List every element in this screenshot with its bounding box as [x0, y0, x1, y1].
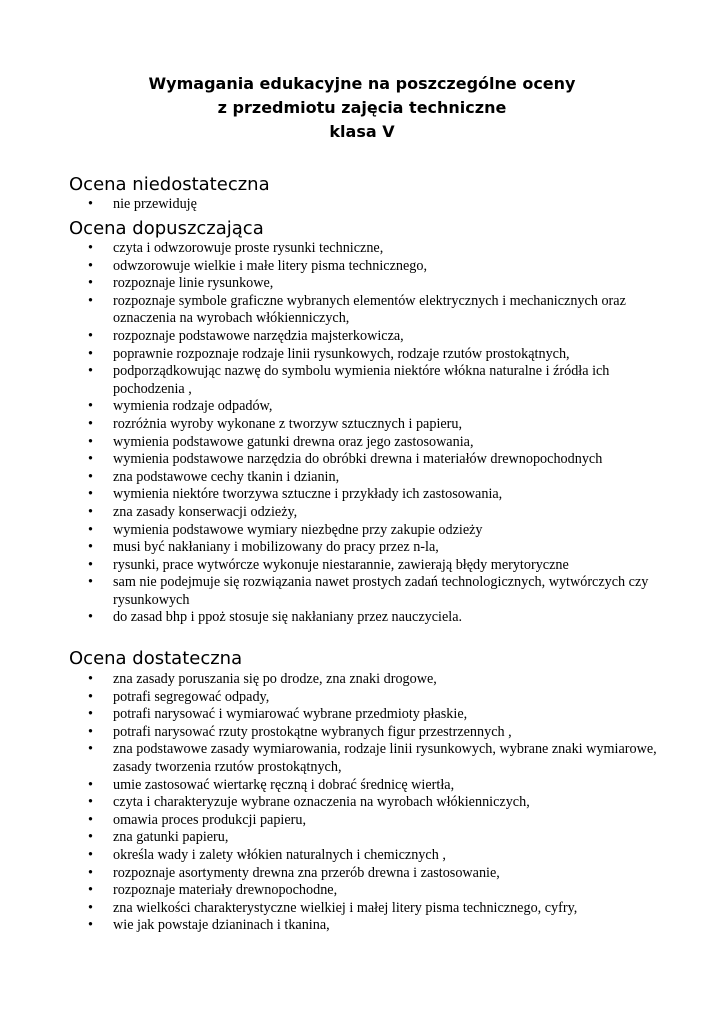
list-item: • czyta i charakteryzuje wybrane oznaczenia na wyrobach włókienniczych,	[85, 794, 665, 812]
list-item: • zna podstawowe zasady wymiarowania, rodzaje linii rysunkowych, wybrane znaki wymiarowe, zasady tworzenia rzutów prostokątnych,	[85, 741, 665, 776]
list-item: • wymienia rodzaje odpadów,	[85, 398, 665, 416]
list-item: • potrafi narysować rzuty prostokątne wybranych figur przestrzennych ,	[85, 724, 665, 742]
list-item: • nie przewiduję	[85, 196, 665, 214]
list-item: • wymienia podstawowe wymiary niezbędne przy zakupie odzieży	[85, 522, 665, 540]
list-dopuszczajaca	[85, 240, 665, 627]
section-heading-dopuszczajaca: Ocena dopuszczająca	[69, 218, 264, 239]
list-item: • podporządkowując nazwę do symbolu wymienia niektóre włókna naturalne i źródła ich pochodzenia ,	[85, 363, 665, 398]
list-item: • potrafi narysować i wymiarować wybrane przedmioty płaskie,	[85, 706, 665, 724]
document-title	[0, 72, 724, 144]
title-line-2: z przedmiotu zajęcia techniczne	[217, 98, 507, 117]
list-item: • wymienia podstawowe narzędzia do obróbki drewna i materiałów drewnopochodnych	[85, 451, 665, 469]
list-item: • zna zasady poruszania się po drodze, zna znaki drogowe,	[85, 671, 665, 689]
list-item: • zna zasady konserwacji odzieży,	[85, 504, 665, 522]
list-item: • poprawnie rozpoznaje rodzaje linii rysunkowych, rodzaje rzutów prostokątnych,	[85, 346, 665, 364]
title-line-3: klasa V	[329, 122, 395, 141]
list-item: • zna wielkości charakterystyczne wielkiej i małej litery pisma technicznego, cyfry,	[85, 900, 665, 918]
list-item: • potrafi segregować odpady,	[85, 689, 665, 707]
title-line-1: Wymagania edukacyjne na poszczególne oceny	[148, 74, 576, 93]
list-item: • do zasad bhp i ppoż stosuje się nakłaniany przez nauczyciela.	[85, 609, 665, 627]
list-item: • zna podstawowe cechy tkanin i dzianin,	[85, 469, 665, 487]
list-dostateczna	[85, 671, 665, 935]
list-item: • rozpoznaje symbole graficzne wybranych elementów elektrycznych i mechanicznych oraz oznaczenia na wyrobach włókienniczych,	[85, 293, 665, 328]
list-item: • czyta i odwzorowuje proste rysunki techniczne,	[85, 240, 665, 258]
list-item: • rozpoznaje asortymenty drewna zna przerób drewna i zastosowanie,	[85, 865, 665, 883]
list-item: • sam nie podejmuje się rozwiązania nawet prostych zadań technologicznych, wytwórczych czy rysunkowych	[85, 574, 665, 609]
list-niedostateczna	[85, 196, 665, 214]
section-heading-niedostateczna: Ocena niedostateczna	[69, 174, 270, 195]
list-item: • określa wady i zalety włókien naturalnych i chemicznych ,	[85, 847, 665, 865]
list-item: • rozróżnia wyroby wykonane z tworzyw sztucznych i papieru,	[85, 416, 665, 434]
section-heading-dostateczna: Ocena dostateczna	[69, 648, 243, 669]
list-item: • umie zastosować wiertarkę ręczną i dobrać średnicę wiertła,	[85, 777, 665, 795]
list-item: • rysunki, prace wytwórcze wykonuje niestarannie, zawierają błędy merytoryczne	[85, 557, 665, 575]
list-item: • omawia proces produkcji papieru,	[85, 812, 665, 830]
list-item: • rozpoznaje linie rysunkowe,	[85, 275, 665, 293]
list-item: • zna gatunki papieru,	[85, 829, 665, 847]
list-item: • wymienia niektóre tworzywa sztuczne i przykłady ich zastosowania,	[85, 486, 665, 504]
list-item: • musi być nakłaniany i mobilizowany do pracy przez n-la,	[85, 539, 665, 557]
list-item: • wie jak powstaje dzianinach i tkanina,	[85, 917, 665, 935]
list-item: • wymienia podstawowe gatunki drewna oraz jego zastosowania,	[85, 434, 665, 452]
list-item: • rozpoznaje podstawowe narzędzia majsterkowicza,	[85, 328, 665, 346]
list-item: • rozpoznaje materiały drewnopochodne,	[85, 882, 665, 900]
list-item: • odwzorowuje wielkie i małe litery pisma technicznego,	[85, 258, 665, 276]
